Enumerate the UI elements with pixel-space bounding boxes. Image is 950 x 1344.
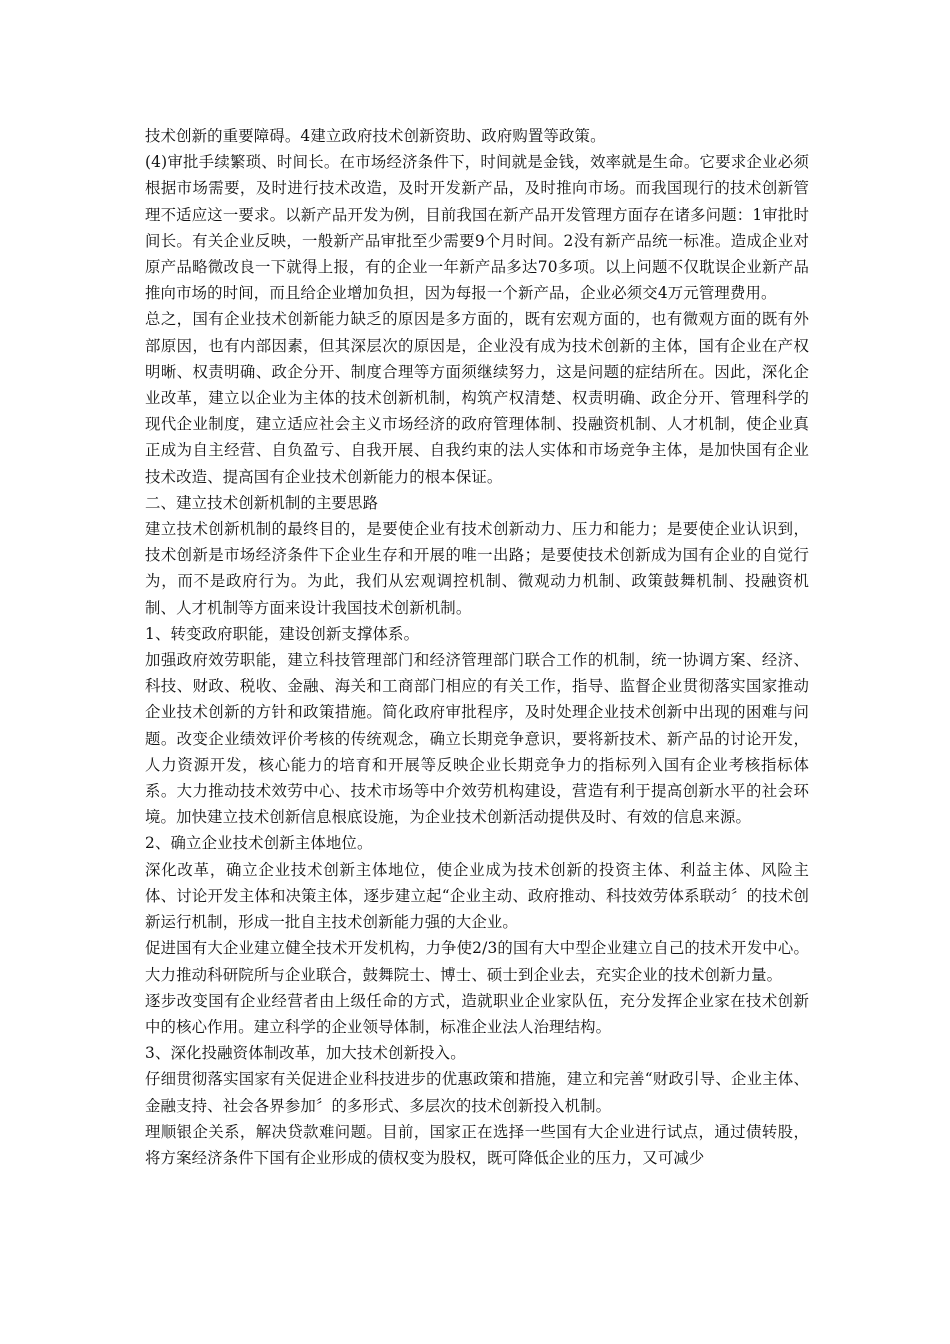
paragraph: 仔细贯彻落实国家有关促进企业科技进步的优惠政策和措施，建立和完善“财政引导、企业主体、金融支持、社会各界参加〞的多形式、多层次的技术创新投入机制。	[145, 1070, 809, 1115]
document-body	[145, 123, 809, 1171]
paragraph: 深化改革，确立企业技术创新主体地位，使企业成为技术创新的投资主体、利益主体、风险主体、讨论开发主体和决策主体，逐步建立起“企业主动、政府推动、科技效劳体系联动〞的技术创新运行机制，形成一批自主技术创新能力强的大企业。	[145, 860, 809, 932]
paragraph: 促进国有大企业建立健全技术开发机构，力争使2/3的国有大中型企业建立自己的技术开发中心。大力推动科研院所与企业联合，鼓舞院士、博士、硕士到企业去，充实企业的技术创新力量。	[145, 939, 809, 984]
section-heading: 二、建立技术创新机制的主要思路	[145, 493, 379, 512]
paragraph: 逐步改变国有企业经营者由上级任命的方式，造就职业企业家队伍，充分发挥企业家在技术创新中的核心作用。建立科学的企业领导体制，标准企业法人治理结构。	[145, 991, 809, 1036]
subsection-heading: 1、转变政府职能，建设创新支撑体系。	[145, 624, 420, 643]
paragraph: (4)审批手续繁琐、时间长。在市场经济条件下，时间就是金钱，效率就是生命。它要求企业必须根据市场需要，及时进行技术改造，及时开发新产品，及时推向市场。而我国现行的技术创新管理不适应这一要求。以新产品开发为例，目前我国在新产品开发管理方面存在诸多问题：1审批时间长。有关企业反映，一般新产品审批至少需要9个月时间。2没有新产品统一标准。造成企业对原产品略微改良一下就得上报，有的企业一年新产品多达70多项。以上问题不仅耽误企业新产品推向市场的时间，而且给企业增加负担，因为每报一个新产品，企业必须交4万元管理费用。	[145, 153, 809, 303]
paragraph: 理顺银企关系，解决贷款难问题。目前，国家正在选择一些国有大企业进行试点，通过债转股，将方案经济条件下国有企业形成的债权变为股权，既可降低企业的压力，又可减少	[145, 1122, 809, 1167]
paragraph: 总之，国有企业技术创新能力缺乏的原因是多方面的，既有宏观方面的，也有微观方面的既有外部原因，也有内部因素，但其深层次的原因是，企业没有成为技术创新的主体，国有企业在产权明晰、权责明确、政企分开、制度合理等方面须继续努力，这是问题的症结所在。因此，深化企业改革，建立以企业为主体的技术创新机制，构筑产权清楚、权责明确、政企分开、管理科学的现代企业制度，建立适应社会主义市场经济的政府管理体制、投融资机制、人才机制，使企业真正成为自主经营、自负盈亏、自我开展、自我约束的法人实体和市场竞争主体，是加快国有企业技术改造、提高国有企业技术创新能力的根本保证。	[145, 310, 809, 486]
paragraph: 建立技术创新机制的最终目的，是要使企业有技术创新动力、压力和能力；是要使企业认识到，技术创新是市场经济条件下企业生存和开展的唯一出路；是要使技术创新成为国有企业的自觉行为，而不是政府行为。为此，我们从宏观调控机制、微观动力机制、政策鼓舞机制、投融资机制、人才机制等方面来设计我国技术创新机制。	[145, 520, 809, 617]
subsection-heading: 2、确立企业技术创新主体地位。	[145, 834, 373, 853]
subsection-heading: 3、深化投融资体制改革，加大技术创新投入。	[145, 1044, 466, 1063]
paragraph: 技术创新的重要障碍。4建立政府技术创新资助、政府购置等政策。	[145, 127, 606, 145]
paragraph: 加强政府效劳职能，建立科技管理部门和经济管理部门联合工作的机制，统一协调方案、经济、科技、财政、税收、金融、海关和工商部门相应的有关工作，指导、监督企业贯彻落实国家推动企业技术创新的方针和政策措施。简化政府审批程序，及时处理企业技术创新中出现的困难与问题。改变企业绩效评价考核的传统观念，确立长期竞争意识，要将新技术、新产品的讨论开发，人力资源开发，核心能力的培育和开展等反映企业长期竞争力的指标列入国有企业考核指标体系。大力推动技术效劳中心、技术市场等中介效劳机构建设，营造有利于提高创新水平的社会环境。加快建立技术创新信息根底设施，为企业技术创新活动提供及时、有效的信息来源。	[145, 651, 809, 827]
